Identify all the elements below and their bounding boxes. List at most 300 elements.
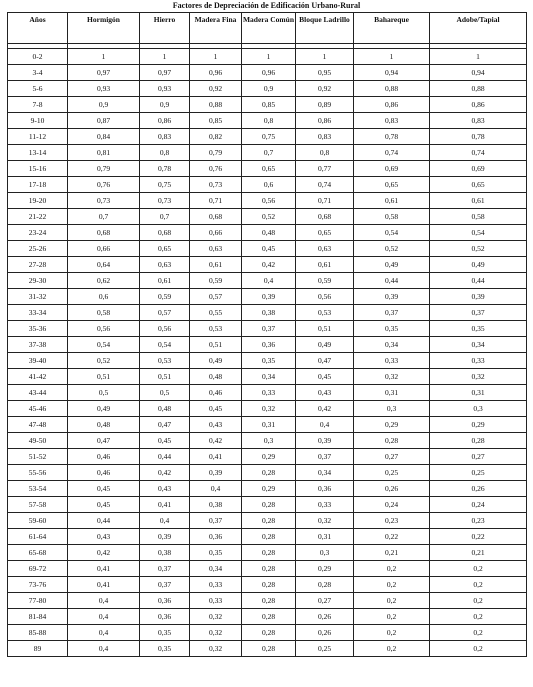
factor-cell: 0,28 xyxy=(242,625,296,641)
table-row xyxy=(8,545,527,561)
years-cell: 65-68 xyxy=(8,545,68,561)
factor-cell: 0,7 xyxy=(68,209,140,225)
factor-cell: 0,94 xyxy=(430,65,527,81)
years-cell: 9-10 xyxy=(8,113,68,129)
factor-cell: 0,56 xyxy=(68,321,140,337)
factor-cell: 0,52 xyxy=(242,209,296,225)
factor-cell: 0,73 xyxy=(140,193,190,209)
factor-cell: 0,25 xyxy=(354,465,430,481)
factor-cell: 0,2 xyxy=(430,625,527,641)
factor-cell: 0,61 xyxy=(296,257,354,273)
factor-cell: 0,24 xyxy=(430,497,527,513)
factor-cell: 0,63 xyxy=(190,241,242,257)
factor-cell: 0,39 xyxy=(242,289,296,305)
factor-cell: 0,2 xyxy=(354,609,430,625)
factor-cell: 0,25 xyxy=(430,465,527,481)
factor-cell: 0,39 xyxy=(296,433,354,449)
factor-cell: 0,44 xyxy=(430,273,527,289)
factor-cell: 0,38 xyxy=(242,305,296,321)
factor-cell: 0,28 xyxy=(242,561,296,577)
factor-cell: 0,61 xyxy=(354,193,430,209)
factor-cell: 0,5 xyxy=(140,385,190,401)
factor-cell: 0,33 xyxy=(354,353,430,369)
factor-cell: 0,26 xyxy=(430,481,527,497)
factor-cell: 0,57 xyxy=(140,305,190,321)
factor-cell: 0,2 xyxy=(354,561,430,577)
factor-cell: 1 xyxy=(68,49,140,65)
factor-cell: 0,32 xyxy=(430,369,527,385)
factor-cell: 0,54 xyxy=(140,337,190,353)
factor-cell: 0,35 xyxy=(140,625,190,641)
factor-cell: 0,28 xyxy=(242,513,296,529)
factor-cell: 0,61 xyxy=(430,193,527,209)
years-cell: 73-76 xyxy=(8,577,68,593)
factor-cell: 0,36 xyxy=(140,593,190,609)
factor-cell: 1 xyxy=(354,49,430,65)
years-cell: 27-28 xyxy=(8,257,68,273)
factor-cell: 0,26 xyxy=(296,625,354,641)
factor-cell: 0,96 xyxy=(242,65,296,81)
factor-cell: 0,61 xyxy=(190,257,242,273)
factor-cell: 0,23 xyxy=(430,513,527,529)
table-row xyxy=(8,337,527,353)
factor-cell: 0,37 xyxy=(140,577,190,593)
factor-cell: 0,44 xyxy=(140,449,190,465)
factor-cell: 0,28 xyxy=(242,577,296,593)
factor-cell: 0,75 xyxy=(140,177,190,193)
factor-cell: 0,8 xyxy=(296,145,354,161)
factor-cell: 0,27 xyxy=(354,449,430,465)
factor-cell: 0,83 xyxy=(430,113,527,129)
factor-cell: 1 xyxy=(296,49,354,65)
factor-cell: 0,37 xyxy=(354,305,430,321)
factor-cell: 0,34 xyxy=(242,369,296,385)
years-cell: 35-36 xyxy=(8,321,68,337)
factor-cell: 0,68 xyxy=(190,209,242,225)
factor-cell: 0,34 xyxy=(296,465,354,481)
factor-cell: 0,48 xyxy=(190,369,242,385)
factor-cell: 0,44 xyxy=(354,273,430,289)
factor-cell: 0,2 xyxy=(430,577,527,593)
factor-cell: 0,42 xyxy=(68,545,140,561)
table-row xyxy=(8,577,527,593)
factor-cell: 0,96 xyxy=(190,65,242,81)
factor-cell: 0,35 xyxy=(140,641,190,657)
table-row xyxy=(8,209,527,225)
factor-cell: 0,29 xyxy=(296,561,354,577)
factor-cell: 0,65 xyxy=(430,177,527,193)
table-row xyxy=(8,49,527,65)
factor-cell: 0,33 xyxy=(430,353,527,369)
factor-cell: 0,51 xyxy=(140,369,190,385)
factor-cell: 0,77 xyxy=(296,161,354,177)
factor-cell: 0,74 xyxy=(430,145,527,161)
factor-cell: 0,34 xyxy=(190,561,242,577)
factor-cell: 0,4 xyxy=(296,417,354,433)
factor-cell: 0,75 xyxy=(242,129,296,145)
years-cell: 53-54 xyxy=(8,481,68,497)
factor-cell: 0,35 xyxy=(354,321,430,337)
table-row xyxy=(8,273,527,289)
factor-cell: 0,32 xyxy=(190,609,242,625)
factor-cell: 0,32 xyxy=(242,401,296,417)
factor-cell: 0,53 xyxy=(140,353,190,369)
factor-cell: 0,28 xyxy=(296,577,354,593)
table-body xyxy=(8,44,527,657)
factor-cell: 0,4 xyxy=(68,593,140,609)
factor-cell: 0,21 xyxy=(430,545,527,561)
years-cell: 33-34 xyxy=(8,305,68,321)
table-row xyxy=(8,113,527,129)
factor-cell: 0,35 xyxy=(242,353,296,369)
factor-cell: 0,45 xyxy=(68,481,140,497)
years-cell: 45-46 xyxy=(8,401,68,417)
factor-cell: 0,79 xyxy=(68,161,140,177)
table-row xyxy=(8,321,527,337)
factor-cell: 0,22 xyxy=(354,529,430,545)
factor-cell: 0,8 xyxy=(140,145,190,161)
factor-cell: 0,78 xyxy=(140,161,190,177)
factor-cell: 0,45 xyxy=(140,433,190,449)
factor-cell: 0,59 xyxy=(190,273,242,289)
factor-cell: 0,54 xyxy=(68,337,140,353)
factor-cell: 0,66 xyxy=(190,225,242,241)
factor-cell: 0,41 xyxy=(190,449,242,465)
factor-cell: 0,25 xyxy=(296,641,354,657)
factor-cell: 0,4 xyxy=(242,273,296,289)
factor-cell: 0,94 xyxy=(354,65,430,81)
factor-cell: 0,7 xyxy=(242,145,296,161)
table-row xyxy=(8,289,527,305)
factor-cell: 0,66 xyxy=(68,241,140,257)
years-cell: 3-4 xyxy=(8,65,68,81)
table-row xyxy=(8,257,527,273)
years-cell: 47-48 xyxy=(8,417,68,433)
factor-cell: 0,4 xyxy=(68,641,140,657)
factor-cell: 0,65 xyxy=(296,225,354,241)
factor-cell: 0,97 xyxy=(140,65,190,81)
factor-cell: 0,51 xyxy=(296,321,354,337)
factor-cell: 0,42 xyxy=(296,401,354,417)
factor-cell: 0,65 xyxy=(354,177,430,193)
years-cell: 57-58 xyxy=(8,497,68,513)
factor-cell: 0,31 xyxy=(242,417,296,433)
factor-cell: 0,45 xyxy=(190,401,242,417)
years-cell: 37-38 xyxy=(8,337,68,353)
factor-cell: 0,74 xyxy=(354,145,430,161)
factor-cell: 0,2 xyxy=(430,609,527,625)
factor-cell: 0,2 xyxy=(354,577,430,593)
factor-cell: 0,92 xyxy=(296,81,354,97)
factor-cell: 0,28 xyxy=(242,465,296,481)
years-cell: 0-2 xyxy=(8,49,68,65)
factor-cell: 0,97 xyxy=(68,65,140,81)
table-row xyxy=(8,513,527,529)
table-row xyxy=(8,625,527,641)
factor-cell: 0,45 xyxy=(68,497,140,513)
factor-cell: 0,3 xyxy=(430,401,527,417)
factor-cell: 0,43 xyxy=(68,529,140,545)
years-cell: 89 xyxy=(8,641,68,657)
factor-cell: 0,58 xyxy=(354,209,430,225)
factor-cell: 0,85 xyxy=(190,113,242,129)
factor-cell: 0,51 xyxy=(68,369,140,385)
factor-cell: 0,4 xyxy=(68,625,140,641)
factor-cell: 0,43 xyxy=(140,481,190,497)
header-cell: Madera Fina xyxy=(190,13,242,44)
table-row xyxy=(8,145,527,161)
years-cell: 19-20 xyxy=(8,193,68,209)
factor-cell: 0,28 xyxy=(354,433,430,449)
years-cell: 81-84 xyxy=(8,609,68,625)
factor-cell: 0,26 xyxy=(296,609,354,625)
factor-cell: 0,9 xyxy=(140,97,190,113)
factor-cell: 0,47 xyxy=(68,433,140,449)
years-cell: 59-60 xyxy=(8,513,68,529)
years-cell: 43-44 xyxy=(8,385,68,401)
factor-cell: 0,36 xyxy=(296,481,354,497)
factor-cell: 0,29 xyxy=(430,417,527,433)
factor-cell: 0,23 xyxy=(354,513,430,529)
factor-cell: 1 xyxy=(430,49,527,65)
factor-cell: 0,38 xyxy=(140,545,190,561)
factor-cell: 0,48 xyxy=(140,401,190,417)
factor-cell: 0,54 xyxy=(354,225,430,241)
factor-cell: 0,36 xyxy=(242,337,296,353)
factor-cell: 0,58 xyxy=(68,305,140,321)
factor-cell: 0,73 xyxy=(68,193,140,209)
factor-cell: 0,52 xyxy=(430,241,527,257)
factor-cell: 0,26 xyxy=(354,481,430,497)
factor-cell: 0,53 xyxy=(190,321,242,337)
years-cell: 41-42 xyxy=(8,369,68,385)
header-cell: Hormigón xyxy=(68,13,140,44)
factor-cell: 0,39 xyxy=(354,289,430,305)
factor-cell: 0,78 xyxy=(430,129,527,145)
factor-cell: 0,86 xyxy=(354,97,430,113)
factor-cell: 0,63 xyxy=(140,257,190,273)
table-row xyxy=(8,225,527,241)
factor-cell: 0,29 xyxy=(242,449,296,465)
years-cell: 77-80 xyxy=(8,593,68,609)
depreciation-table xyxy=(7,12,527,657)
table-row xyxy=(8,385,527,401)
factor-cell: 0,69 xyxy=(354,161,430,177)
factor-cell: 0,83 xyxy=(354,113,430,129)
factor-cell: 0,48 xyxy=(242,225,296,241)
years-cell: 69-72 xyxy=(8,561,68,577)
factor-cell: 0,69 xyxy=(430,161,527,177)
factor-cell: 0,89 xyxy=(296,97,354,113)
factor-cell: 0,28 xyxy=(430,433,527,449)
factor-cell: 0,79 xyxy=(190,145,242,161)
years-cell: 55-56 xyxy=(8,465,68,481)
factor-cell: 0,27 xyxy=(296,593,354,609)
factor-cell: 0,49 xyxy=(430,257,527,273)
header-cell: Hierro xyxy=(140,13,190,44)
factor-cell: 0,88 xyxy=(430,81,527,97)
factor-cell: 0,31 xyxy=(430,385,527,401)
header-row xyxy=(8,13,527,44)
table-row xyxy=(8,641,527,657)
table-row xyxy=(8,561,527,577)
years-cell: 23-24 xyxy=(8,225,68,241)
factor-cell: 0,64 xyxy=(68,257,140,273)
factor-cell: 0,31 xyxy=(296,529,354,545)
years-cell: 21-22 xyxy=(8,209,68,225)
factor-cell: 0,2 xyxy=(354,593,430,609)
factor-cell: 0,46 xyxy=(68,465,140,481)
factor-cell: 0,27 xyxy=(430,449,527,465)
factor-cell: 0,41 xyxy=(68,577,140,593)
table-row xyxy=(8,193,527,209)
factor-cell: 1 xyxy=(190,49,242,65)
factor-cell: 0,28 xyxy=(242,545,296,561)
factor-cell: 0,71 xyxy=(296,193,354,209)
factor-cell: 0,24 xyxy=(354,497,430,513)
table-row xyxy=(8,305,527,321)
table-row xyxy=(8,177,527,193)
factor-cell: 0,45 xyxy=(242,241,296,257)
table-title: Factores de Depreciación de Edificación Urbano-Rural xyxy=(172,1,361,10)
factor-cell: 0,31 xyxy=(354,385,430,401)
table-row xyxy=(8,481,527,497)
factor-cell: 0,56 xyxy=(296,289,354,305)
factor-cell: 0,37 xyxy=(296,449,354,465)
factor-cell: 0,7 xyxy=(140,209,190,225)
factor-cell: 0,4 xyxy=(140,513,190,529)
factor-cell: 0,28 xyxy=(242,609,296,625)
factor-cell: 0,83 xyxy=(140,129,190,145)
factor-cell: 0,39 xyxy=(140,529,190,545)
factor-cell: 0,36 xyxy=(190,529,242,545)
years-cell: 39-40 xyxy=(8,353,68,369)
factor-cell: 0,41 xyxy=(140,497,190,513)
factor-cell: 0,95 xyxy=(296,65,354,81)
factor-cell: 0,78 xyxy=(354,129,430,145)
years-cell: 25-26 xyxy=(8,241,68,257)
factor-cell: 0,29 xyxy=(354,417,430,433)
years-cell: 51-52 xyxy=(8,449,68,465)
factor-cell: 0,2 xyxy=(430,641,527,657)
factor-cell: 0,54 xyxy=(430,225,527,241)
factor-cell: 0,93 xyxy=(68,81,140,97)
factor-cell: 0,49 xyxy=(354,257,430,273)
header-cell: Años xyxy=(8,13,68,44)
factor-cell: 0,49 xyxy=(68,401,140,417)
factor-cell: 0,92 xyxy=(190,81,242,97)
factor-cell: 0,3 xyxy=(242,433,296,449)
years-cell: 29-30 xyxy=(8,273,68,289)
factor-cell: 0,46 xyxy=(190,385,242,401)
factor-cell: 0,87 xyxy=(68,113,140,129)
factor-cell: 0,82 xyxy=(190,129,242,145)
factor-cell: 0,86 xyxy=(430,97,527,113)
factor-cell: 0,65 xyxy=(242,161,296,177)
factor-cell: 0,4 xyxy=(68,609,140,625)
factor-cell: 0,88 xyxy=(190,97,242,113)
factor-cell: 0,48 xyxy=(68,417,140,433)
factor-cell: 0,57 xyxy=(190,289,242,305)
table-row xyxy=(8,97,527,113)
factor-cell: 0,68 xyxy=(296,209,354,225)
table-row xyxy=(8,417,527,433)
table-row xyxy=(8,593,527,609)
factor-cell: 0,8 xyxy=(242,113,296,129)
factor-cell: 0,42 xyxy=(190,433,242,449)
factor-cell: 0,33 xyxy=(190,593,242,609)
factor-cell: 0,74 xyxy=(296,177,354,193)
factor-cell: 0,9 xyxy=(242,81,296,97)
factor-cell: 0,51 xyxy=(190,337,242,353)
factor-cell: 0,21 xyxy=(354,545,430,561)
factor-cell: 0,32 xyxy=(354,369,430,385)
factor-cell: 0,56 xyxy=(140,321,190,337)
factor-cell: 0,2 xyxy=(354,641,430,657)
factor-cell: 0,43 xyxy=(296,385,354,401)
factor-cell: 0,33 xyxy=(296,497,354,513)
factor-cell: 0,65 xyxy=(140,241,190,257)
factor-cell: 1 xyxy=(140,49,190,65)
factor-cell: 0,43 xyxy=(190,417,242,433)
factor-cell: 0,68 xyxy=(140,225,190,241)
factor-cell: 0,34 xyxy=(430,337,527,353)
factor-cell: 0,37 xyxy=(190,513,242,529)
years-cell: 49-50 xyxy=(8,433,68,449)
factor-cell: 0,85 xyxy=(242,97,296,113)
factor-cell: 0,81 xyxy=(68,145,140,161)
factor-cell: 0,42 xyxy=(140,465,190,481)
factor-cell: 0,37 xyxy=(140,561,190,577)
factor-cell: 0,88 xyxy=(354,81,430,97)
factor-cell: 1 xyxy=(242,49,296,65)
factor-cell: 0,39 xyxy=(430,289,527,305)
years-cell: 15-16 xyxy=(8,161,68,177)
factor-cell: 0,59 xyxy=(296,273,354,289)
factor-cell: 0,59 xyxy=(140,289,190,305)
factor-cell: 0,61 xyxy=(140,273,190,289)
factor-cell: 0,3 xyxy=(296,545,354,561)
factor-cell: 0,33 xyxy=(190,577,242,593)
factor-cell: 0,41 xyxy=(68,561,140,577)
factor-cell: 0,58 xyxy=(430,209,527,225)
years-cell: 85-88 xyxy=(8,625,68,641)
header-cell: Adobe/Tapial xyxy=(430,13,527,44)
factor-cell: 0,33 xyxy=(242,385,296,401)
factor-cell: 0,29 xyxy=(242,481,296,497)
factor-cell: 0,6 xyxy=(242,177,296,193)
factor-cell: 0,71 xyxy=(190,193,242,209)
table-row xyxy=(8,465,527,481)
table-row xyxy=(8,81,527,97)
factor-cell: 0,84 xyxy=(68,129,140,145)
factor-cell: 0,45 xyxy=(296,369,354,385)
factor-cell: 0,52 xyxy=(354,241,430,257)
years-cell: 5-6 xyxy=(8,81,68,97)
factor-cell: 0,2 xyxy=(354,625,430,641)
factor-cell: 0,47 xyxy=(140,417,190,433)
factor-cell: 0,35 xyxy=(430,321,527,337)
table-row xyxy=(8,609,527,625)
header-cell: Madera Común xyxy=(242,13,296,44)
years-cell: 7-8 xyxy=(8,97,68,113)
table-row xyxy=(8,65,527,81)
factor-cell: 0,73 xyxy=(190,177,242,193)
factor-cell: 0,32 xyxy=(190,625,242,641)
factor-cell: 0,63 xyxy=(296,241,354,257)
factor-cell: 0,28 xyxy=(242,641,296,657)
factor-cell: 0,5 xyxy=(68,385,140,401)
